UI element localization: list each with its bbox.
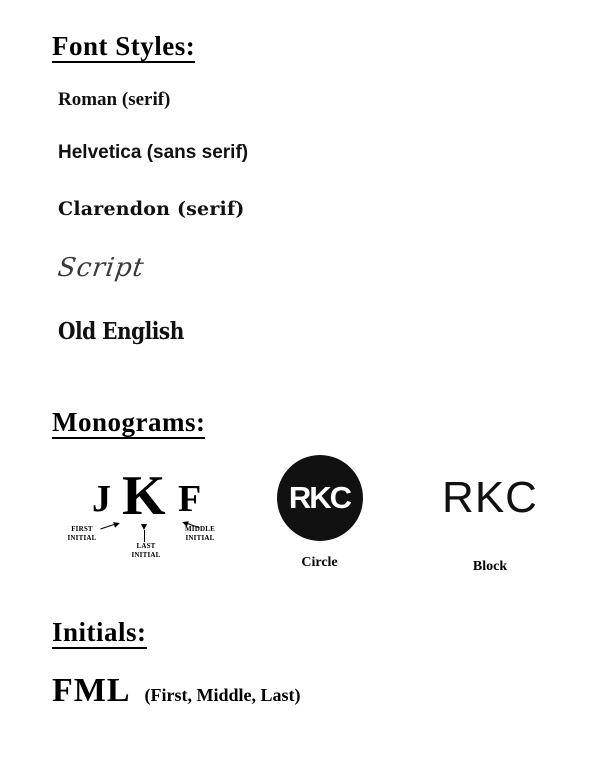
monogram-stacked: [67, 465, 218, 559]
callout-middle-line2: INITIAL: [185, 533, 215, 542]
monogram-block: [425, 455, 555, 575]
monogram-circle: [262, 455, 377, 571]
callout-middle-initial: [174, 525, 226, 543]
monogram-last-initial: K: [122, 465, 166, 527]
section-heading-font-styles: Font Styles:: [52, 32, 195, 63]
monogram-middle-initial: F: [178, 478, 202, 520]
monogram-circle-label: Circle: [301, 555, 338, 570]
callout-arrow-first: [113, 520, 121, 528]
callout-first-line2: INITIAL: [67, 533, 97, 542]
callout-last-line1: LAST: [136, 542, 156, 550]
callout-last-initial: [122, 542, 170, 560]
initials-value: FML: [52, 672, 131, 709]
monogram-stacked-letters: [67, 465, 218, 559]
font-sample-helvetica: Helvetica (sans serif): [58, 142, 249, 163]
monogram-block-text: RKC: [442, 473, 538, 522]
monogram-circle-text: RKC: [288, 480, 351, 515]
monogram-first-initial: J: [92, 478, 111, 520]
callout-arrow-last: [141, 524, 147, 530]
font-sample-clarendon: Clarendon (serif): [58, 198, 245, 220]
monogram-block-label: Block: [472, 559, 508, 574]
callout-first-line1: FIRST: [71, 525, 93, 533]
section-heading-monograms: Monograms:: [52, 408, 205, 439]
initials-row: [52, 672, 301, 710]
callout-middle-line1: MIDDLE: [185, 525, 215, 533]
section-heading-initials: Initials:: [52, 618, 147, 649]
font-sample-script: Script: [55, 253, 147, 283]
font-sample-roman: Roman (serif): [58, 89, 171, 110]
callout-line-last: [144, 530, 145, 542]
callout-last-line2: INITIAL: [131, 550, 161, 559]
callout-first-initial: [58, 525, 106, 543]
monogram-circle-mark: [277, 455, 363, 541]
initials-note: (First, Middle, Last): [144, 685, 301, 705]
font-sample-old-english: Old English: [58, 318, 184, 345]
